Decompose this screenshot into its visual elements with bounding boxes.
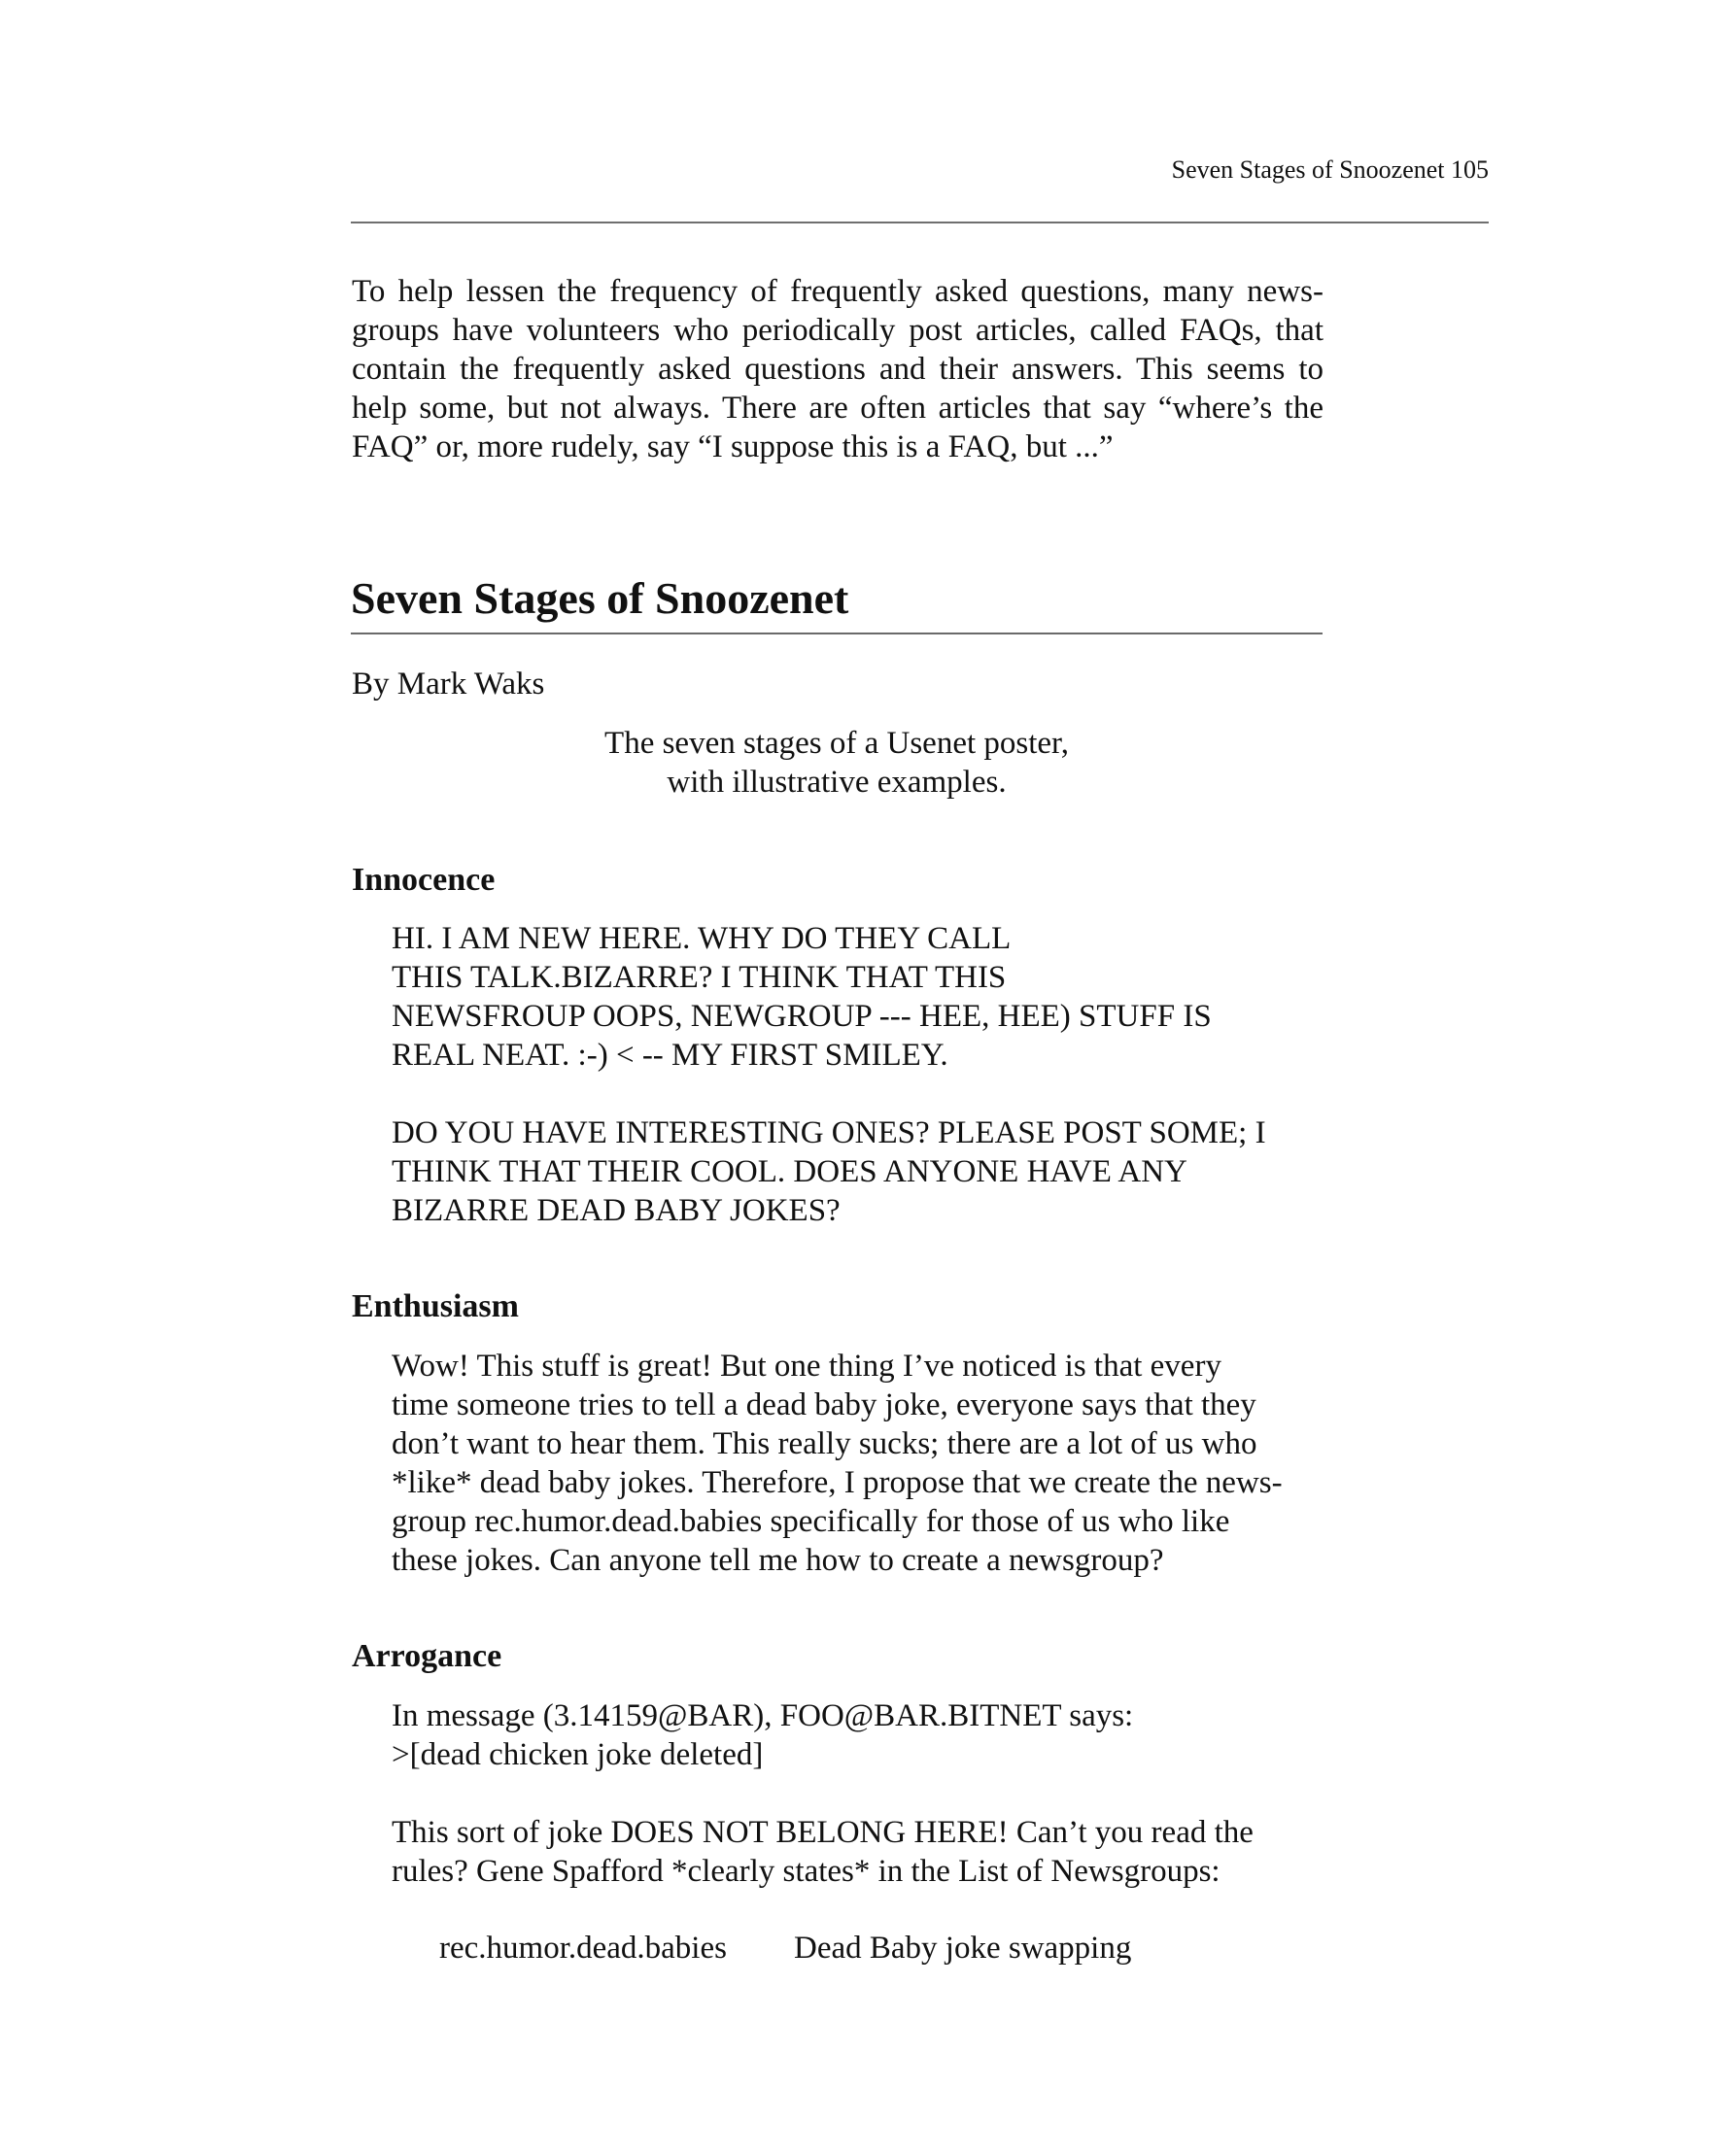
- header-rule: [351, 222, 1489, 223]
- epigraph-line: The seven stages of a Usenet poster,: [604, 726, 1069, 761]
- intro-line: FAQ” or, more rudely, say “I suppose this is a FAQ, but ...”: [352, 429, 1114, 464]
- stage-heading-arrogance: Arrogance: [352, 1638, 502, 1674]
- stage-line: rules? Gene Spafford *clearly states* in the List of Newsgroups:: [392, 1854, 1220, 1889]
- stage-line: time someone tries to tell a dead baby joke, everyone says that they: [392, 1387, 1256, 1422]
- stage-line: HI. I AM NEW HERE. WHY DO THEY CALL: [392, 921, 1012, 956]
- intro-line: groups have volunteers who periodically post articles, called FAQs, that: [352, 313, 1324, 348]
- running-head: [1172, 155, 1489, 185]
- newsgroup-description: Dead Baby joke swapping: [794, 1931, 1132, 1966]
- newsgroup-name: rec.humor.dead.babies: [439, 1931, 727, 1966]
- stage-line: these jokes. Can anyone tell me how to create a newsgroup?: [392, 1543, 1164, 1578]
- stage-line: This sort of joke DOES NOT BELONG HERE! Can’t you read the: [392, 1815, 1254, 1850]
- intro-line: To help lessen the frequency of frequently asked questions, many news-: [352, 274, 1324, 309]
- stage-heading-enthusiasm: Enthusiasm: [352, 1288, 519, 1324]
- stage-heading-innocence: Innocence: [352, 862, 496, 898]
- epigraph-line: with illustrative examples.: [667, 765, 1007, 800]
- stage-body-innocence: [392, 919, 1266, 1230]
- stage-body-arrogance: [392, 1696, 1254, 1891]
- intro-paragraph: [352, 272, 1324, 466]
- stage-line: group rec.humor.dead.babies specifically for those of us who like: [392, 1504, 1230, 1539]
- stage-line: *like* dead baby jokes. Therefore, I propose that we create the news-: [392, 1465, 1283, 1500]
- paragraph-gap: [392, 1774, 1254, 1813]
- stage-line: BIZARRE DEAD BABY JOKES?: [392, 1193, 841, 1228]
- intro-line: contain the frequently asked questions and their answers. This seems to: [352, 352, 1324, 387]
- chapter-title-rule: [351, 633, 1323, 634]
- stage-line: In message (3.14159@BAR), FOO@BAR.BITNET says:: [392, 1698, 1134, 1733]
- paragraph-gap: [392, 1075, 1266, 1113]
- stage-line: REAL NEAT. :-) < -- MY FIRST SMILEY.: [392, 1038, 948, 1073]
- stage-line: DO YOU HAVE INTERESTING ONES? PLEASE POST SOME; I: [392, 1115, 1266, 1150]
- chapter-title: Seven Stages of Snoozenet: [351, 573, 849, 623]
- stage-line: >[dead chicken joke deleted]: [392, 1737, 764, 1772]
- stage-line: NEWSFROUP OOPS, NEWGROUP --- HEE, HEE) STUFF IS: [392, 999, 1212, 1034]
- stage-line: Wow! This stuff is great! But one thing I’ve noticed is that every: [392, 1349, 1221, 1384]
- byline: By Mark Waks: [352, 667, 545, 702]
- epigraph: [351, 724, 1323, 802]
- stage-line: THIS TALK.BIZARRE? I THINK THAT THIS: [392, 960, 1007, 995]
- page-number: 105: [1451, 155, 1489, 184]
- running-head-title: Seven Stages of Snoozenet: [1171, 155, 1445, 184]
- stage-line: THINK THAT THEIR COOL. DOES ANYONE HAVE ANY: [392, 1154, 1187, 1189]
- stage-body-enthusiasm: [392, 1347, 1283, 1580]
- stage-line: don’t want to hear them. This really sucks; there are a lot of us who: [392, 1426, 1257, 1461]
- intro-line: help some, but not always. There are often articles that say “where’s the: [352, 391, 1324, 426]
